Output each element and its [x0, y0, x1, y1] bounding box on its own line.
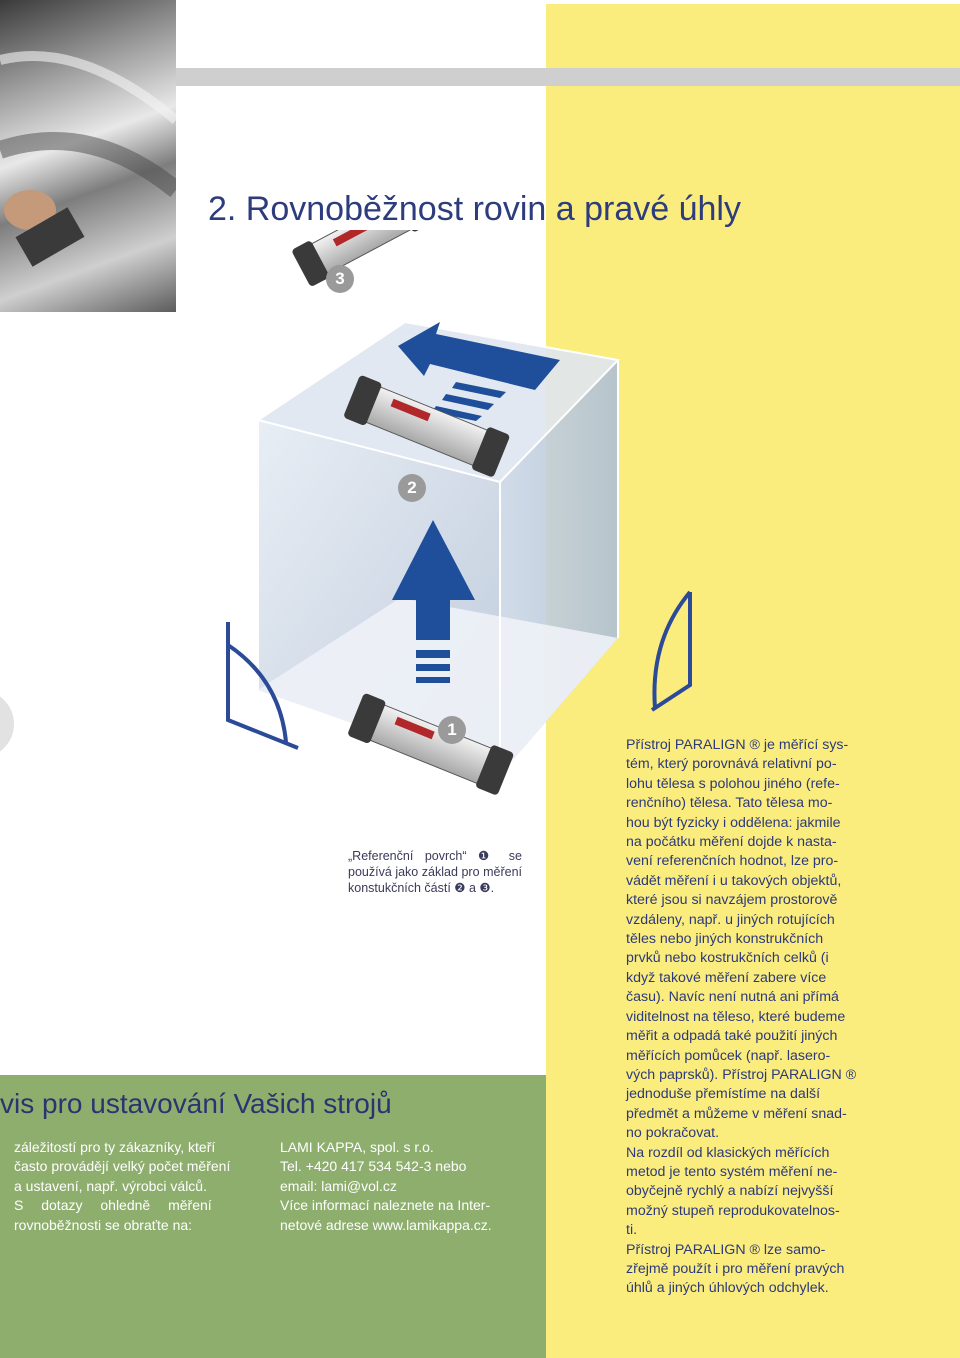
body-line: měřících pomůcek (např. lasero-: [626, 1047, 831, 1064]
angle-marker-right: [652, 592, 690, 710]
body-line: prvků nebo kostrukčních celků (i: [626, 950, 829, 967]
body-line: metod je tento systém měření ne-: [626, 1163, 838, 1180]
body-line: hou být fyzicky i oddělena: jakmile: [626, 814, 841, 831]
body-line: viditelnost na těleso, které budeme: [626, 1008, 846, 1025]
body-line: času). Navíc není nutná ani přímá: [626, 989, 839, 1006]
intro-line: často provádějí velký počet měření: [14, 1158, 231, 1175]
body-line: vzdáleny, např. u jiných rotujících: [626, 911, 835, 928]
body-line: tém, který porovnává relativní po-: [626, 756, 837, 773]
intro-line: záležitostí pro ty zákazníky, kteří: [14, 1139, 216, 1155]
page-title: 2. Rovnoběžnost rovin a pravé úhly: [208, 190, 741, 228]
body-line: vení referenčních hodnot, lze pro-: [626, 853, 839, 870]
body-line: možný stupeň reprodukovatelnos-: [626, 1202, 840, 1219]
body-line: lohu tělesa s polohou jiného (refe-: [626, 775, 840, 792]
body-line: Přístroj PARALIGN ® lze samo-: [626, 1241, 826, 1258]
body-line: když takové měření zabere více: [626, 969, 827, 986]
body-line: které jsou si navzájem prostorově: [626, 892, 838, 909]
contact-heading: vis pro ustavování Vašich strojů: [0, 1088, 392, 1119]
contact-intro: [14, 1138, 256, 1235]
body-line: renčního) tělesa. Tato tělesa mo-: [626, 795, 833, 812]
body-line: předmět a můžeme v měření snad-: [626, 1105, 847, 1122]
body-line: na počátku měření dojde k nasta-: [626, 834, 837, 851]
badge-1: 1: [438, 716, 466, 744]
diagram-caption: „Referenční povrch“ ❶ se používá jako základ pro měření konstukčních částí ❷ a ❸.: [348, 849, 522, 895]
body-line: no pokračovat.: [626, 1125, 720, 1142]
badge-3: 3: [326, 265, 354, 293]
website-link[interactable]: netové adrese www.lamikappa.cz.: [280, 1216, 492, 1233]
body-line: vádět měření i u takových objektů,: [626, 872, 842, 889]
body-line: ti.: [626, 1222, 638, 1239]
body-line: úhlů a jiných úhlových odchylek.: [626, 1280, 829, 1297]
company-name: LAMI KAPPA, spol. s r.o.: [280, 1139, 434, 1155]
body-line: jednoduše přemístíme na další: [626, 1086, 821, 1103]
body-line: Přístroj PARALIGN ® je měřící sys-: [626, 737, 849, 753]
phone-line: Tel. +420 417 534 542-3 nebo: [280, 1158, 467, 1175]
contact-details: [280, 1138, 524, 1235]
body-line: Na rozdíl od klasických měřících: [626, 1144, 830, 1161]
web-info-line: Více informací naleznete na Inter-: [280, 1197, 491, 1214]
intro-line: S dotazy ohledně měření: [14, 1197, 212, 1214]
body-line: vých paprsků). Přístroj PARALIGN ®: [626, 1066, 857, 1083]
body-text: [626, 736, 870, 1299]
panel-top-gap: [546, 0, 960, 4]
body-line: těles nebo jiných konstrukčních: [626, 931, 824, 948]
badge-2: 2: [398, 474, 426, 502]
body-line: obyčejně rychlý a nabízí nejvyšší: [626, 1183, 834, 1200]
intro-line: rovnoběžnosti se obraťte na:: [14, 1216, 193, 1233]
email-link[interactable]: email: lami@vol.cz: [280, 1177, 397, 1194]
parallelism-diagram: [0, 230, 720, 830]
intro-line: a ustavení, např. výrobci válců.: [14, 1177, 207, 1194]
body-line: zřejmě použít i pro měření pravých: [626, 1260, 845, 1277]
body-line: měřit a odpadá také použití jiných: [626, 1028, 838, 1045]
device-3: [291, 230, 433, 287]
header-band: [176, 68, 960, 86]
